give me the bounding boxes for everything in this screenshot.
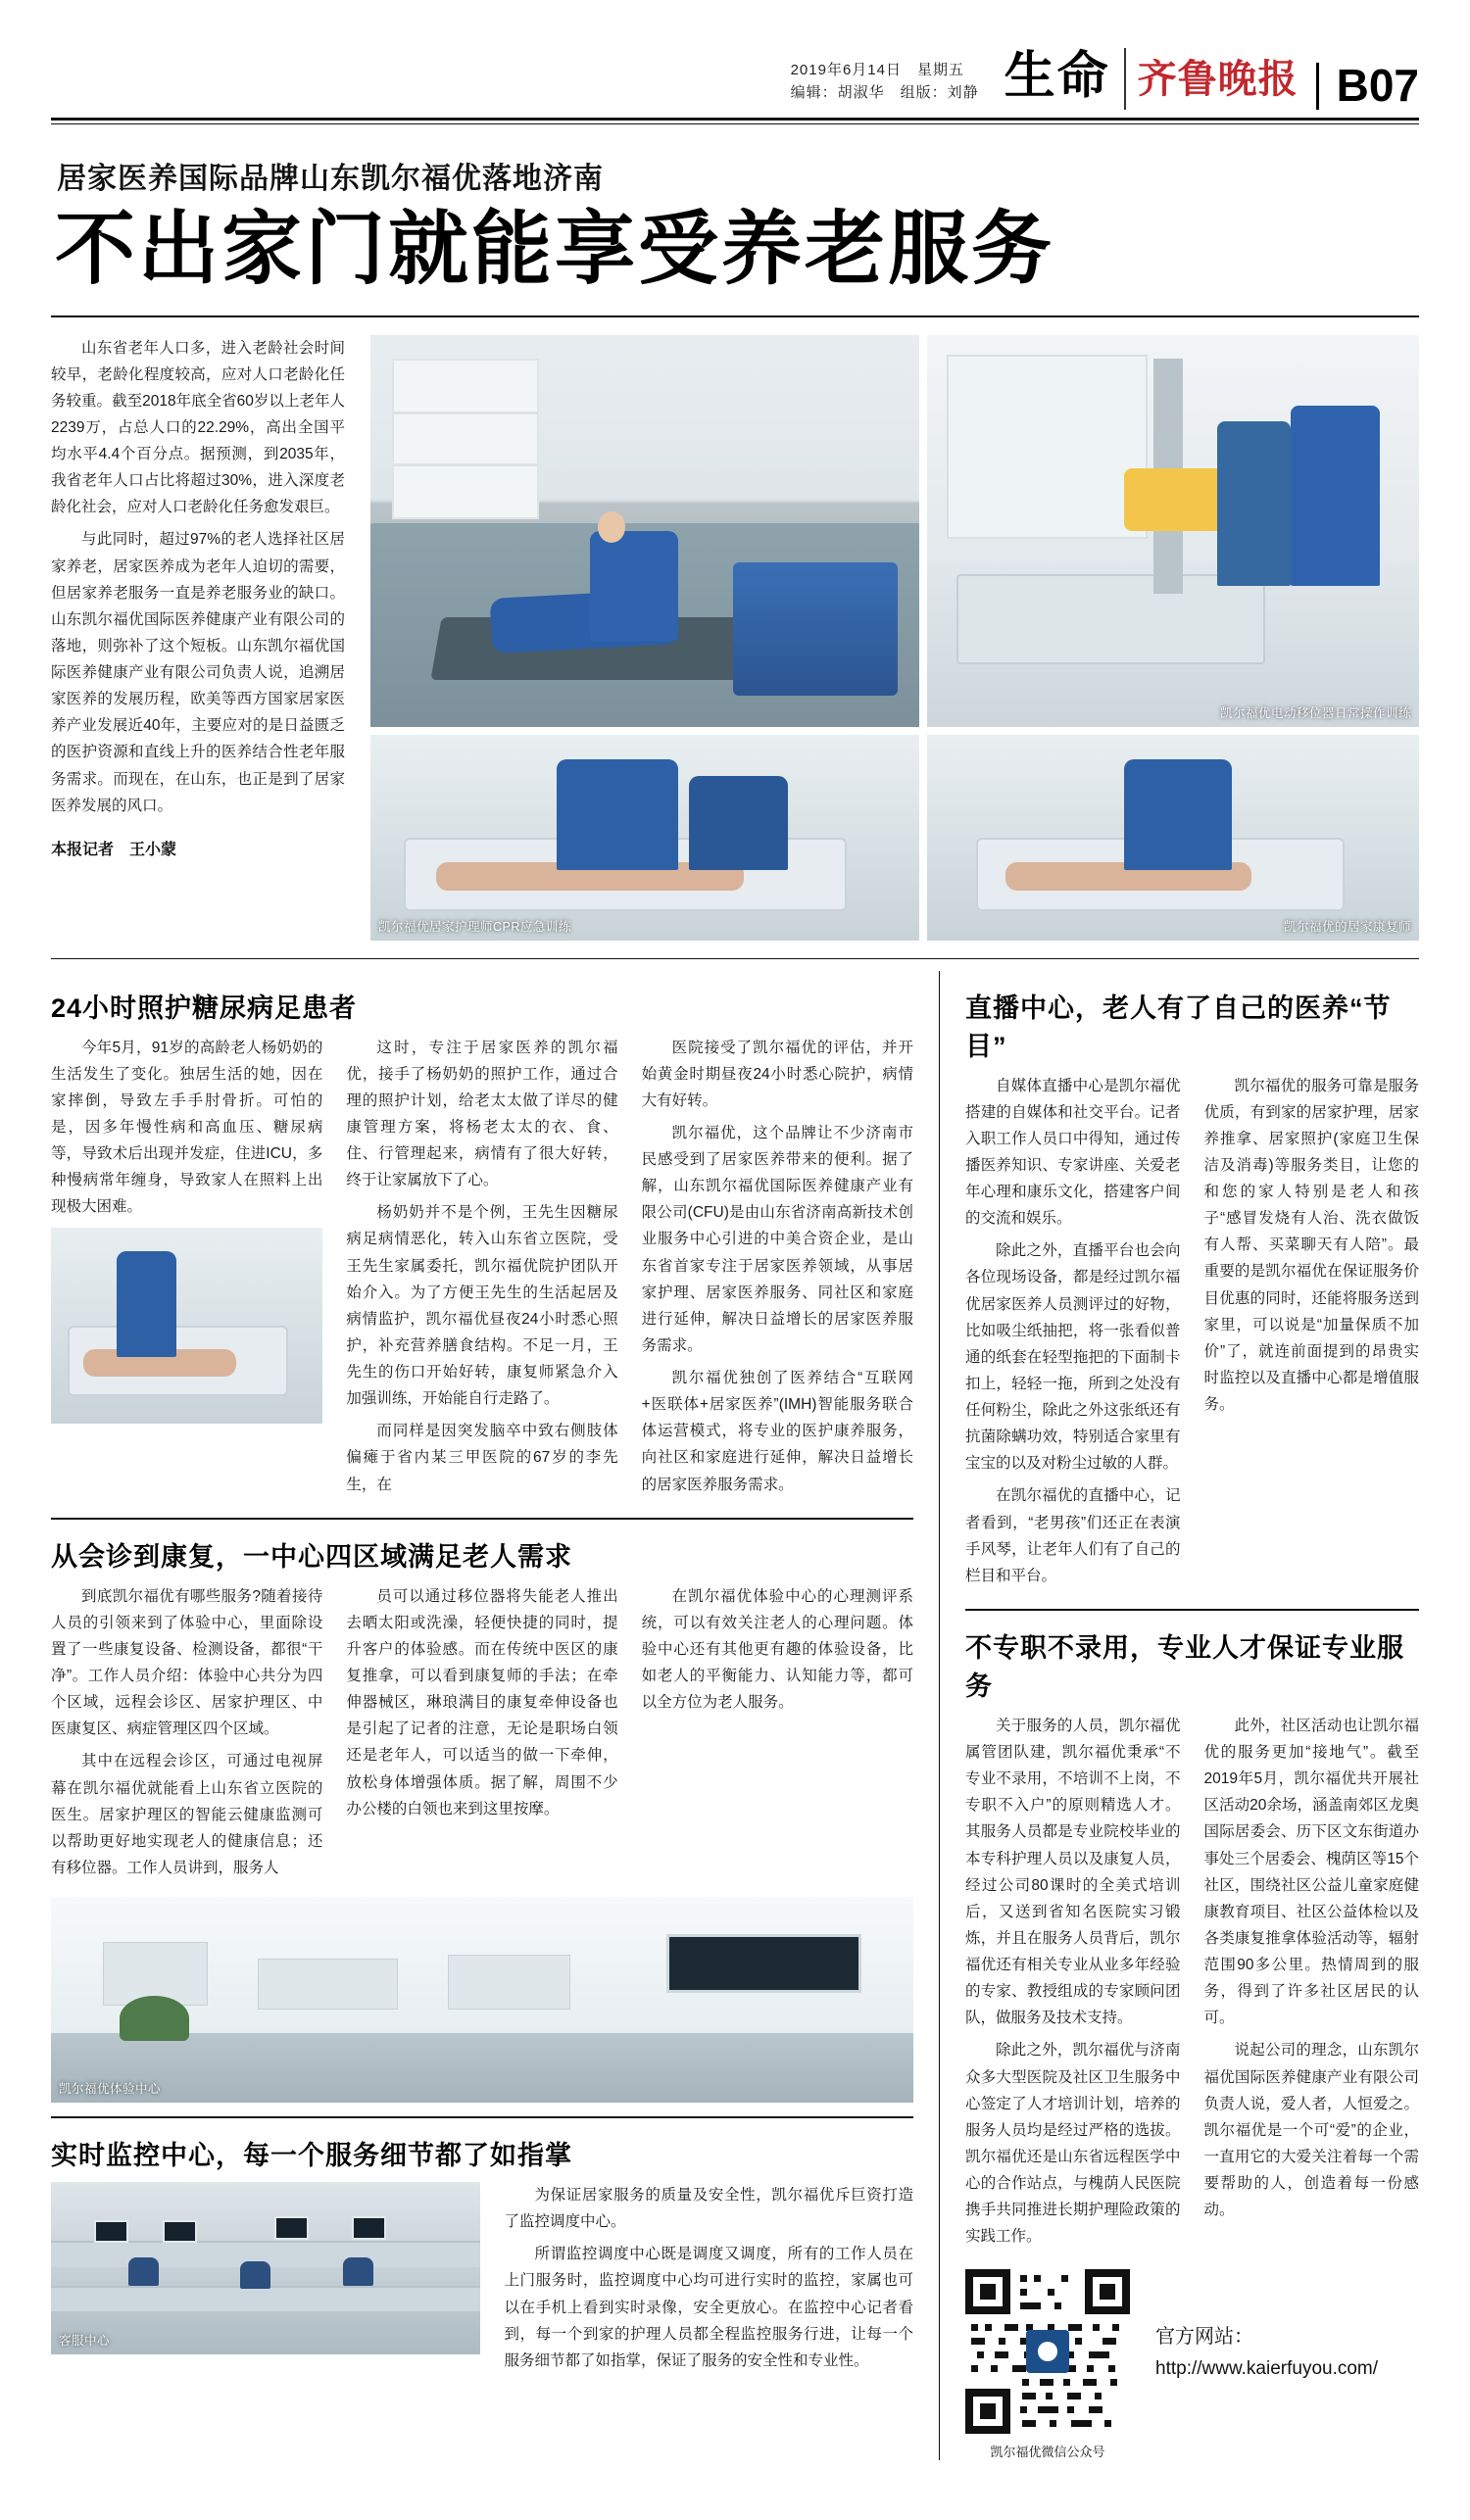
- paragraph: 这时，专注于居家医养的凯尔福优，接手了杨奶奶的照护工作，通过合理的照护计划，给老太太做了详尽的健康管理方案，将杨老太太的衣、食、住、行管理起来，病情有了很大好转，终于让家属放下了心。: [346, 1039, 618, 1189]
- doctor-decor: [1124, 759, 1232, 870]
- wechat-qr-code[interactable]: [965, 2269, 1130, 2434]
- paragraph: 除此之外，凯尔福优与济南众多大型医院及社区卫生服务中心签定了人才培训计划，培养的服务人员均是经过严格的选拔。凯尔福优还是山东省远程医学中心的合作站点，与槐荫人民医院携手共同推进长期护理险政策的实践工作。: [965, 2042, 1181, 2246]
- footer-contact: [965, 2269, 1419, 2460]
- headline-rule: [51, 315, 1419, 317]
- nurse-decor: [1291, 406, 1379, 586]
- column: [642, 1035, 913, 1504]
- doctor-decor: [557, 759, 677, 870]
- divider: [51, 2116, 913, 2118]
- monitor-decor: [163, 2220, 197, 2243]
- paragraph: 凯尔福优独创了医养结合“互联网+医联体+居家医养”(IMH)智能服务联合体运营模式，将专业的医护康养服务，向社区和家庭进行延伸，解决日益增长的居家医养服务需求。: [641, 1370, 913, 1493]
- column: [965, 1713, 1181, 2256]
- paragraph: 员可以通过移位器将失能老人推出去晒太阳或洗澡，轻便快捷的同时，提升客户的体验感。而在传统中医区的康复推拿，可以看到康复师的手法；在牵伸器械区，琳琅满目的康复牵伸设备也是引起了记者的注意，无论是职场白领还是老年人，可以适当的做一下牵伸，放松身体增强体质。据了解，周围不少办公楼的白领也来到这里按摩。: [346, 1587, 618, 1817]
- section-title-2: 从会诊到康复，一中心四区域满足老人需求: [51, 1541, 572, 1572]
- site-label: 官方网站：: [1155, 2326, 1253, 2349]
- site-url[interactable]: http://www.kaierfuyou.com/: [1155, 2358, 1379, 2380]
- photo-caption-monitor: 客服中心: [59, 2334, 111, 2349]
- monitor-decor: [274, 2216, 309, 2239]
- section-3-columns: [51, 2182, 913, 2380]
- paragraph: 在凯尔福优的直播中心，记者看到，“老男孩”们还正在表演手风琴，让老年人们有了自己的栏目和平台。: [965, 1487, 1181, 1584]
- window-decor: [947, 355, 1148, 539]
- furniture-decor: [258, 1959, 398, 2010]
- masthead-rule: [51, 118, 1419, 121]
- furniture-decor: [448, 1955, 570, 2011]
- section-1-columns: [51, 1035, 913, 1504]
- main-columns: [51, 971, 1419, 2461]
- photo-cpr-training: [370, 335, 919, 727]
- paragraph: 除此之外，直播平台也会向各位现场设备，都是经过凯尔福优居家医养人员测评过的好物，比如吸尘纸抽把，将一张看似普通的纸套在轻型拖把的下面制卡扣上，轻轻一拖，所到之处没有任何粉尘，除此之外这张纸还有抗菌除螨功效，特别适合家里有宝宝的以及对粉尘过敏的人群。: [965, 1242, 1181, 1473]
- paragraph: 自媒体直播中心是凯尔福优搭建的自媒体和社交平台。记者入职工作人员口中得知，通过传播医养知识、专家讲座、关爱老年心理和康乐文化，搭建客户间的交流和娱乐。: [965, 1077, 1181, 1228]
- column: [346, 1583, 617, 1887]
- masthead: [51, 0, 1419, 110]
- page-number: B07: [1316, 63, 1419, 110]
- column: [642, 1583, 913, 1887]
- masthead-meta: [791, 59, 979, 111]
- paragraph: 医院接受了凯尔福优的评估，并开始黄金时期昼夜24小时悉心院护，病情大有好转。: [641, 1039, 913, 1109]
- photo-home-care: [51, 1228, 322, 1424]
- section-name: 生命: [1004, 47, 1110, 106]
- lead-text-column: [51, 335, 345, 865]
- paragraph: 到底凯尔福优有哪些服务?随着接待人员的引领来到了体验中心，里面除设置了一些康复设备、检测设备，都很“干净”。工作人员介绍：体验中心共分为四个区域，远程会诊区、居家护理区、中医康复区、病症管理区四个区域。: [51, 1587, 323, 1738]
- paragraph: 在凯尔福优体验中心的心理测评系统，可以有效关注老人的心理问题。体验中心还有其他更有趣的体验设备，比如老人的平衡能力、认知能力等，都可以全方位为老人服务。: [641, 1587, 913, 1712]
- column: [1204, 1713, 1420, 2256]
- masthead-rule-thin: [51, 123, 1419, 124]
- official-site-block: [1155, 2269, 1378, 2385]
- photo-group-top: [370, 335, 1419, 941]
- publication-date: 2019年6月14日 星期五: [790, 61, 964, 78]
- monitor-decor: [94, 2220, 128, 2243]
- person-decor: [128, 2257, 159, 2285]
- paragraph: 凯尔福优的服务可靠是服务优质，有到家的居家护理，居家养推拿、居家照护(家庭卫生保洁及消毒)等服务类目，让您的和您的家人特别是老人和孩子“感冒发烧有人治、洗衣做饭有人帮、买菜聊天有人陪”。最重要的是凯尔福优在保证服务价目优惠的同时，还能将服务送到家里，可以说是“加量保质不加价”了，就连前面提到的昂贵实时监控以及直播中心都是增值服务。: [1203, 1077, 1419, 1414]
- editor-credits: 编辑：胡淑华 组版：刘静: [790, 83, 979, 101]
- doctor-decor: [689, 776, 788, 871]
- section-5-columns: [965, 1713, 1419, 2256]
- paragraph: 所谓监控调度中心既是调度又调度，所有的工作人员在上门服务时，监控调度中心均可进行实时的监控，家属也可以在手机上看到实时录像，安全更放心。在监控中心记者看到，每一个到家的护理人员都全程监控服务行进，让每一个服务细节都了如指掌，保证了服务的安全性和专业性。: [504, 2246, 913, 2369]
- left-half: [51, 971, 913, 2380]
- photo-caption-lift: 凯尔福优电动移位器日常操作训练: [1219, 705, 1411, 720]
- shelf-decor: [392, 359, 539, 519]
- column: [51, 1583, 322, 1887]
- lead-paragraph: 与此同时，超过97%的老人选择社区居家养老，居家医养成为老年人迫切的需要，但居家养老服务一直是养老服务业的缺口。山东凯尔福优国际医养健康产业有限公司的落地，则弥补了这个短板。山东凯尔福优国际医养健康产业有限公司负责人说，追溯居家医养的发展历程，欧美等西方国家居家医养产业发展近40年，主要应对的是日益匮乏的医护资源和直线上升的医养结合性老年服务需求。而现在，在山东，也正是到了居家医养发展的风口。: [51, 531, 345, 814]
- person-decor: [343, 2257, 373, 2285]
- shoulder-headline: 居家医养国际品牌山东凯尔福优落地济南: [57, 163, 604, 195]
- column: [346, 1035, 617, 1504]
- lead-block: [51, 335, 1419, 941]
- person-decor: [240, 2261, 270, 2289]
- paragraph: 今年5月，91岁的高龄老人杨奶奶的生活发生了变化。独居生活的她，因在家摔倒，导致左手手肘骨折。可怕的是，因多年慢性病和高血压、糖尿病等，导致术后出现并发症，住进ICU，多种慢病常年缠身，导致家人在照料上出现极大困难。: [51, 1039, 323, 1216]
- sling-decor: [1124, 468, 1232, 531]
- paragraph: 此外，社区活动也让凯尔福优的服务更加“接地气”。截至2019年5月，凯尔福优共开展社区活动20余场，涵盖南郊区龙奥国际居委会、历下区文东街道办事处三个居委会、槐荫区等15个社区，围绕社区公益儿童家庭健康教育项目、社区公益体检以及各类康复推拿体验活动等，辐射范围90多公里。热情周到的服务，得到了许多社区居民的认可。: [1203, 1717, 1419, 2027]
- qr-block: [965, 2269, 1130, 2460]
- section-title-3: 实时监控中心，每一个服务细节都了如指掌: [51, 2141, 572, 2171]
- caregiver-decor: [117, 1251, 176, 1357]
- photo-caption-center: 凯尔福优体验中心: [59, 2082, 162, 2097]
- trainer-decor: [590, 531, 678, 641]
- section-4-columns: [965, 1073, 1419, 1595]
- paper-name: [1124, 48, 1298, 110]
- paragraph: 凯尔福优，这个品牌让不少济南市民感受到了居家医养带来的便利。据了解，山东凯尔福优国际医养健康产业有限公司(CFU)是由山东省济南高新技术创业服务中心引进的中美合资企业，是山东省首家专注于居家医养领域，从事居家护理、居家医养服务、同社区和家庭进行延伸，解决日益增长的居家医养服务需求。: [641, 1124, 913, 1354]
- column: [51, 1035, 322, 1504]
- photo-caption-rehab: 凯尔福优的居家康复师: [1283, 919, 1411, 934]
- qr-caption: 凯尔福优微信公众号: [990, 2445, 1105, 2460]
- head-decor: [598, 511, 625, 543]
- paper-name-text: 齐鲁晚报: [1137, 58, 1298, 101]
- photo-monitor-center: [51, 2182, 480, 2354]
- photo-cpr-second: [370, 735, 919, 941]
- section-2-columns: [51, 1583, 913, 1887]
- paragraph: 其中在远程会诊区，可通过电视屏幕在凯尔福优就能看上山东省立医院的医生。居家护理区的智能云健康监测可以帮助更好地实现老人的健康信息；还有移位器。工作人员讲到，服务人: [51, 1753, 323, 1876]
- section-title-4: 直播中心，老人有了自己的医养“节目”: [965, 993, 1392, 1061]
- paragraph: 杨奶奶并不是个例，王先生因糖尿病足病情恶化，转入山东省立医院，受王先生家属委托，凯尔福优院护团队开始介入。为了方便王先生的生活起居及病情监护，凯尔福优昼夜24小时悉心照护，补充营养膳食结构。不足一月，王先生的伤口开始好转，康复师紧急介入加强训练，开始能自行走路了。: [346, 1204, 618, 1408]
- main-headline: 不出家门就能享受养老服务: [55, 205, 1055, 294]
- paragraph: 说起公司的理念，山东凯尔福优国际医养健康产业有限公司负责人说，爱人者，人恒爱之。凯尔福优是一个可“爱”的企业，一直用它的大爱关注着每一个需要帮助的人，创造着每一份感动。: [1203, 2042, 1419, 2219]
- desk-decor: [51, 2286, 480, 2312]
- photo-lift-training: [927, 335, 1419, 727]
- bed-decor: [956, 574, 1265, 664]
- column: [965, 1073, 1181, 1595]
- section-title-1: 24小时照护糖尿病足患者: [51, 993, 358, 1023]
- nurse-decor: [1217, 421, 1291, 586]
- divider: [965, 1609, 1419, 1611]
- paragraph: 为保证居家服务的质量及安全性，凯尔福优斥巨资打造了监控调度中心。: [504, 2187, 913, 2231]
- monitor-decor: [352, 2216, 386, 2239]
- right-half: [939, 971, 1419, 2461]
- paragraph: 关于服务的人员，凯尔福优属管团队建，凯尔福优秉承“不专业不录用，不培训不上岗，不专职不入户”的原则精选人才。其服务人员都是专业院校毕业的本专科护理人员以及康复人员，经过公司80课时的全美式培训后，又送到省知名医院实习锻炼，并且在服务人员背后，凯尔福优还有相关专业从业多年经验的专家、教授组成的专家顾问团队，做服务及技术支持。: [965, 1717, 1181, 2027]
- column: [504, 2182, 913, 2380]
- column: [1204, 1073, 1420, 1595]
- column: [51, 2182, 480, 2380]
- divider: [51, 958, 1419, 959]
- photo-experience-center: [51, 1897, 913, 2103]
- divider: [51, 1518, 913, 1520]
- byline: 本报记者 王小蒙: [51, 841, 177, 858]
- section-title-5: 不专职不录用，专业人才保证专业服务: [965, 1632, 1404, 1701]
- photo-rehab: [927, 735, 1419, 941]
- photo-caption-cpr: 凯尔福优居家护理师CPR应急训练: [378, 919, 571, 934]
- paragraph: 而同样是因突发脑卒中致右侧肢体偏瘫于省内某三甲医院的67岁的李先生，在: [346, 1423, 618, 1493]
- plant-decor: [120, 1996, 188, 2041]
- lead-paragraph: 山东省老年人口多，进入老龄社会时间较早，老龄化程度较高，应对人口老龄化任务较重。截至2018年底全省60岁以上老年人2239万，占总人口的22.29%，高出全国平均水平4.4个百分点。据预测，到2035年，我省老年人口占比将超过30%，进入深度老龄化社会，应对人口老龄化任务愈发艰巨。: [51, 339, 345, 516]
- floor-decor: [51, 2033, 913, 2103]
- screen-decor: [666, 1934, 862, 1994]
- group-decor: [733, 562, 898, 696]
